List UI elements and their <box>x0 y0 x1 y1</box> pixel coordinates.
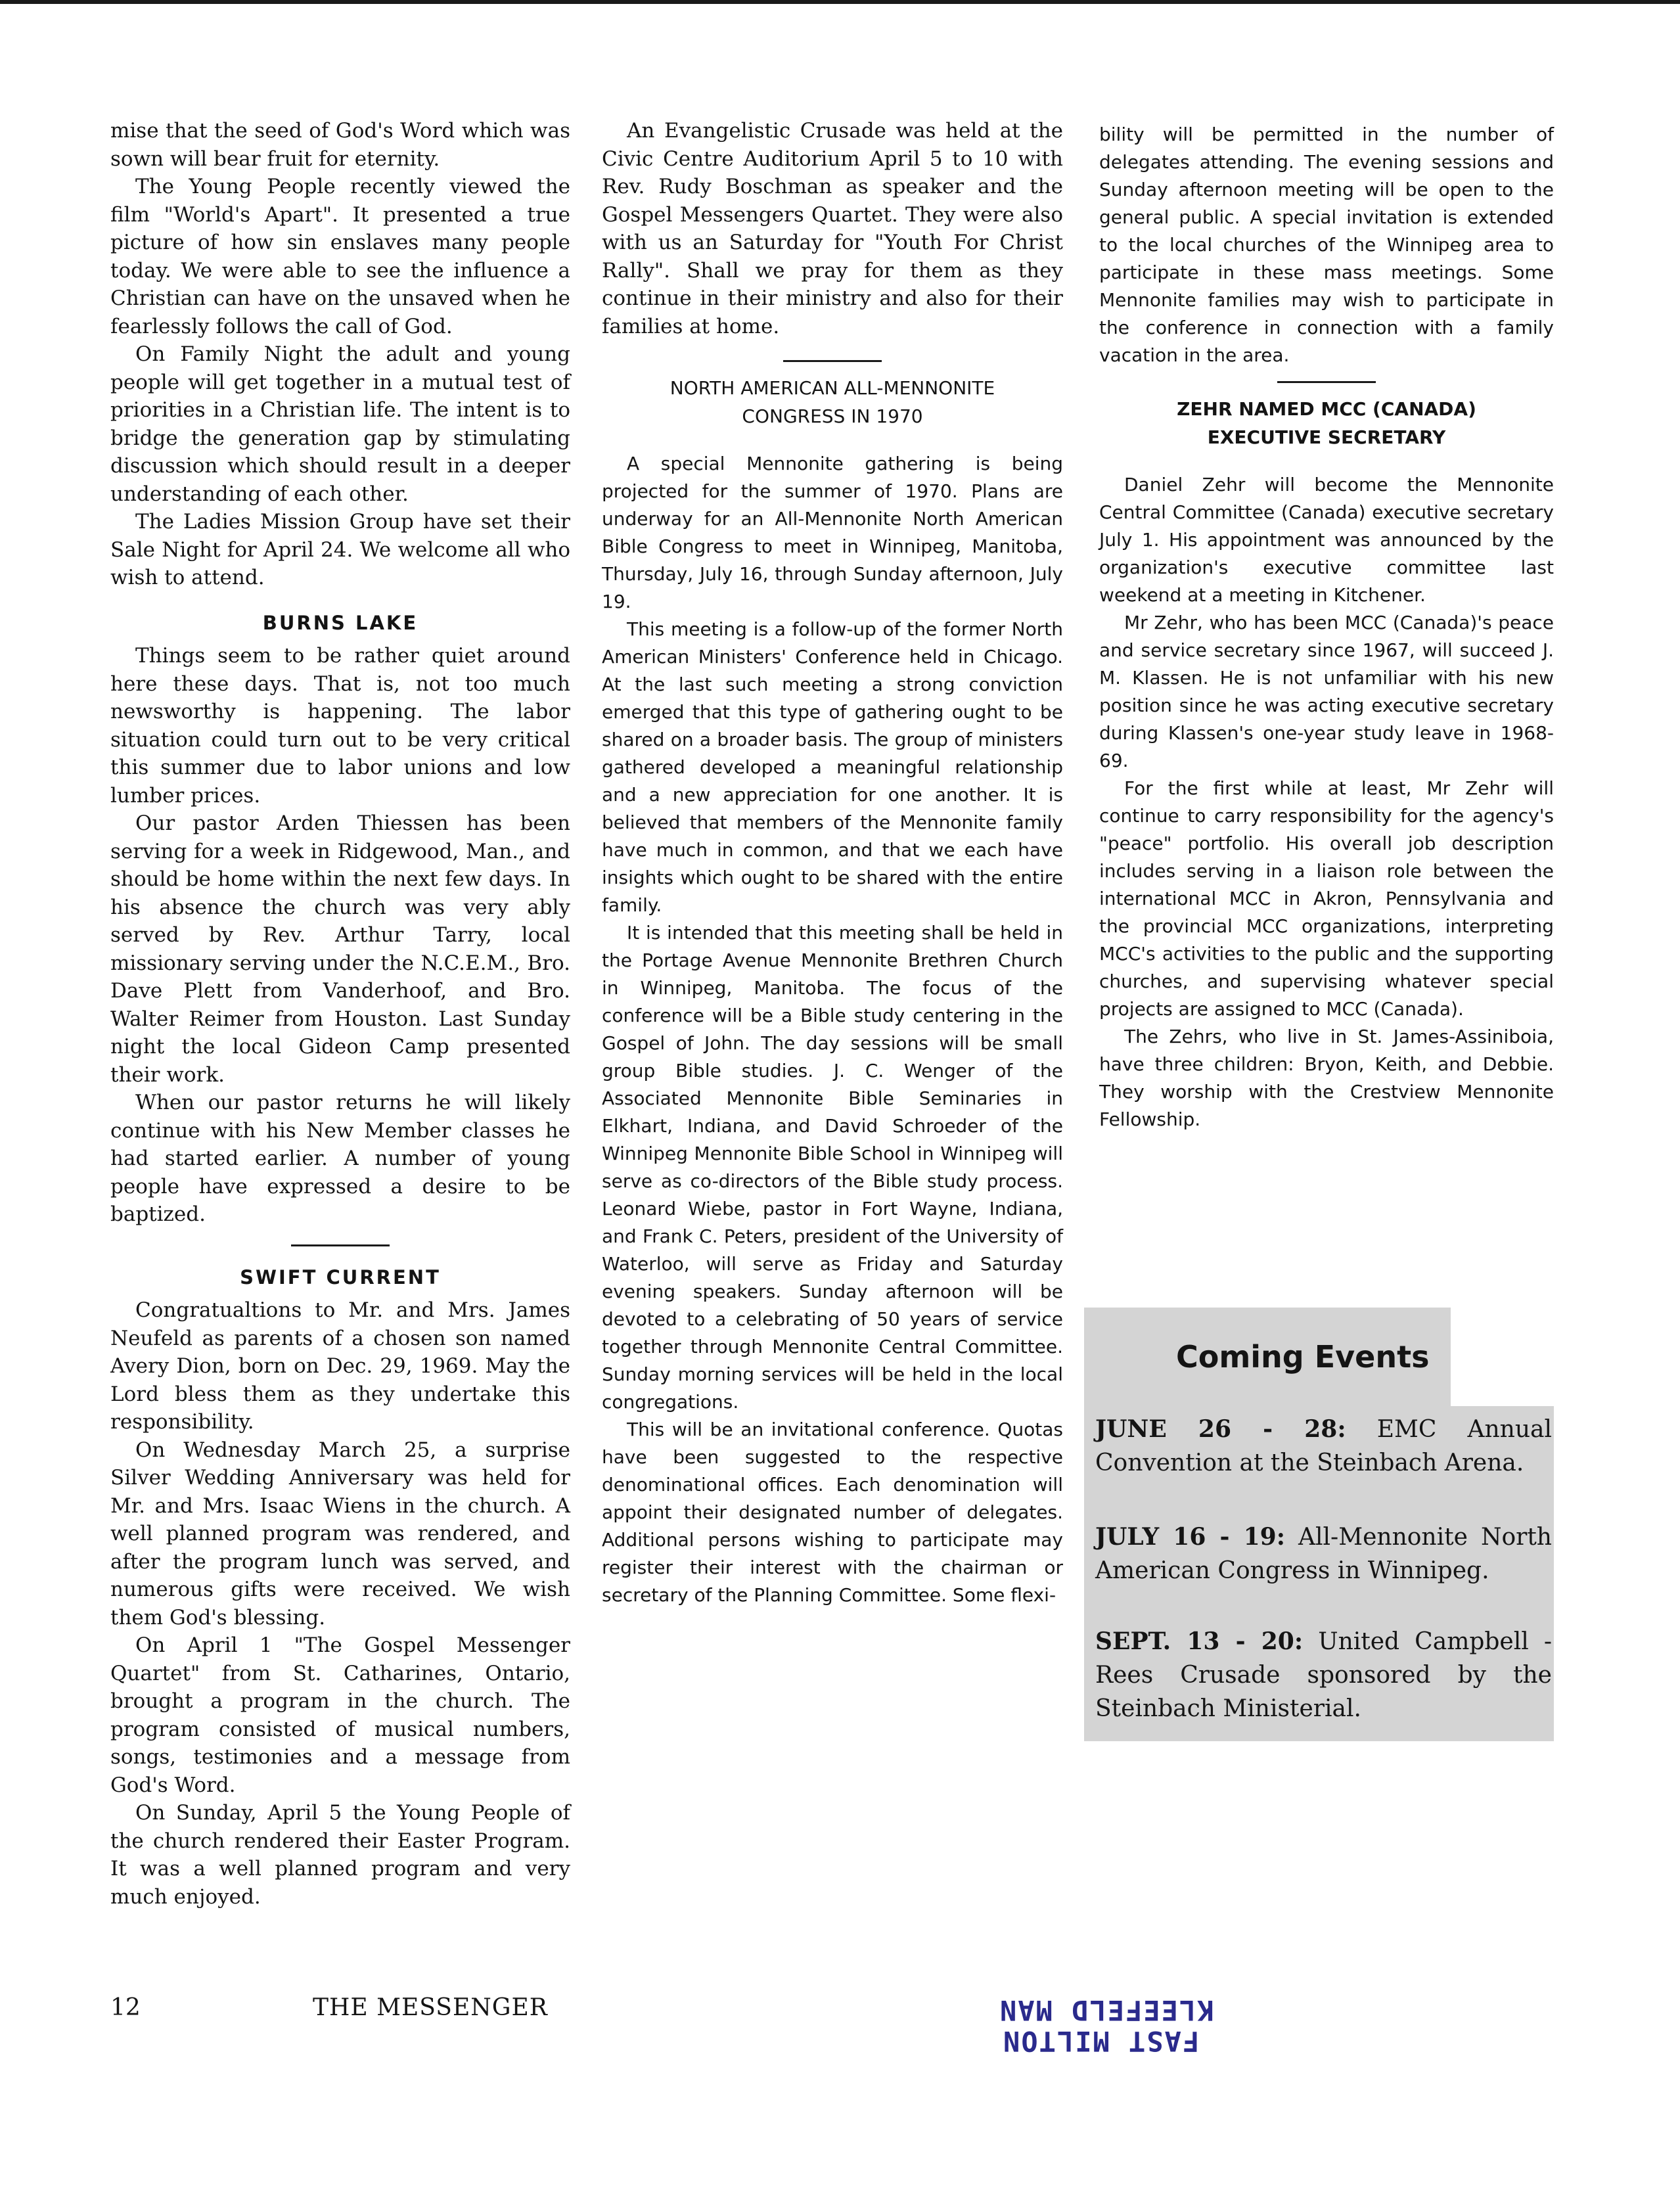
crusade-paragraph: An Evangelistic Crusade was held at the Civic Centre Auditorium April 5 to 10 with Rev. Rudy Boschman as speaker and the Gospel Messengers Quartet. They were also with us an Saturday for "Youth For Christ Rally". Shall we pray for them as they continue in their ministry and also for their families at home. <box>602 119 1063 338</box>
column-3 <box>1099 121 1554 1133</box>
congress-paragraph: It is intended that this meeting shall be held in the Portage Avenue Mennonite Brethren Church in Winnipeg, Manitoba. The focus of the conference will be a Bible study centering in the Gospel of John. The day sessions will be small group Bible studies. J. C. Wenger of the Associated Mennonite Bible Seminaries in Elkhart, Indiana, and David Schroeder of the Winnipeg Mennonite Bible School in Winnipeg will serve as co-directors of the Bible study process. Leonard Wiebe, pastor in Fort Wayne, Indiana, and Frank C. Peters, president of the University of Waterloo, will serve as Friday and Saturday evening speakers. Sunday afternoon will be devoted to a celebrating of 50 years of service together through Mennonite Central Committee. Sunday morning services will be held in the local congregations. <box>602 922 1063 1413</box>
zehr-heading-line-2: EXECUTIVE SECRETARY <box>1207 426 1446 448</box>
section-divider <box>783 360 882 362</box>
event-item <box>1095 1625 1552 1725</box>
event-text: EMC Annual Convention at the Steinbach Arena. <box>1095 1416 1552 1476</box>
congress-heading-line-2: CONGRESS IN 1970 <box>742 405 923 427</box>
event-text: United Campbell - Rees Crusade sponsored by the Steinbach Ministerial. <box>1095 1628 1553 1722</box>
publication-title: THE MESSENGER <box>313 1994 548 2021</box>
event-text: All-Mennonite North American Congress in Winnipeg. <box>1095 1524 1552 1584</box>
event-date: JULY 16 - 19: <box>1095 1523 1285 1551</box>
intro-paragraph: The Young People recently viewed the film "World's Apart". It presented a true picture of how sin enslaves many people today. We were able to see the influence a Christian can have on the unsaved when he fearlessly follows the call of God. <box>110 175 570 338</box>
burns-lake-paragraph: Our pastor Arden Thiessen has been serving for a week in Ridgewood, Man., and should be home within the next few days. In his absence the church was very ably served by Rev. Arthur Tarry, local missionary serving under the N.C.E.M., Bro. Dave Plett from Vanderhoof, and Bro. Walter Reimer from Houston. Last Sunday night the local Gideon Camp presented their work. <box>110 811 570 1087</box>
zehr-paragraph: Mr Zehr, who has been MCC (Canada)'s peace and service secretary since 1967, will succeed J. M. Klassen. He is not unfamiliar with his new position since he was acting executive secretary during Klassen's one-year study leave in 1968-69. <box>1099 612 1554 771</box>
event-item <box>1095 1520 1552 1587</box>
address-stamp-line-1: FAST MILTON <box>1002 2025 1200 2057</box>
section-divider <box>1277 381 1376 383</box>
zehr-heading <box>1099 395 1554 451</box>
congress-continuation: bility will be permitted in the number of delegates attending. The evening sessions and Sunday afternoon meeting will be open to the general public. A special invitation is extended to the local churches of the Winnipeg area to participate in these mass meetings. Some Mennonite families may wish to participate in the conference in connection with a family vacation in the area. <box>1099 124 1554 366</box>
coming-events-title: Coming Events <box>1176 1339 1430 1375</box>
column-1 <box>110 117 570 1911</box>
coming-events-corner <box>1451 1308 1554 1406</box>
event-date: JUNE 26 - 28: <box>1095 1415 1346 1443</box>
swift-current-paragraph: Congratualtions to Mr. and Mrs. James Neufeld as parents of a chosen son named Avery Dion, born on Dec. 29, 1969. May the Lord bless them as they undertake this responsibility. <box>110 1298 570 1434</box>
burns-lake-paragraph: When our pastor returns he will likely continue with his New Member classes he had started earlier. A number of young people have expressed a desire to be baptized. <box>110 1091 570 1226</box>
congress-paragraph: A special Mennonite gathering is being projected for the summer of 1970. Plans are underway for an All-Mennonite North American Bible Congress to meet in Winnipeg, Manitoba, Thursday, July 16, through Sunday afternoon, July 19. <box>602 453 1063 612</box>
congress-paragraph: This meeting is a follow-up of the former North American Ministers' Conference held in Chicago. At the last such meeting a strong conviction emerged that this type of gathering ought to be shared on a broader basis. The group of ministers gathered developed a meaningful relationship and a new appreciation for one another. It is believed that members of the Mennonite family have much in common, and that we each have insights which ought to be shared with the entire family. <box>602 618 1063 916</box>
intro-paragraph: The Ladies Mission Group have set their Sale Night for April 24. We welcome all who wish to attend. <box>110 510 570 589</box>
swift-current-paragraph: On Sunday, April 5 the Young People of the church rendered their Easter Program. It was a well planned program and very much enjoyed. <box>110 1801 570 1909</box>
section-divider <box>291 1244 390 1246</box>
zehr-article <box>1099 471 1554 1133</box>
swift-current-paragraph: On April 1 "The Gospel Messenger Quartet" from St. Catharines, Ontario, brought a program in the church. The program consisted of musical numbers, songs, testimonies and a message from God's Word. <box>110 1633 570 1797</box>
zehr-heading-line-1: ZEHR NAMED MCC (CANADA) <box>1177 398 1476 420</box>
event-item <box>1095 1413 1552 1480</box>
burns-lake-heading: BURNS LAKE <box>262 611 419 634</box>
zehr-paragraph: For the first while at least, Mr Zehr will continue to carry responsibility for the agency's "peace" portfolio. His overall job description includes serving in a liaison role between the international MCC in Akron, Pennsylvania and the provincial MCC organizations, interpreting MCC's activities to the public and the supporting churches, and supervising whatever special projects are assigned to MCC (Canada). <box>1099 777 1554 1020</box>
congress-paragraph: This will be an invitational conference. Quotas have been suggested to the respective denominational offices. Each denomination will appoint their designated number of delegates. Additional persons wishing to participate may register their interest with the chairman or secretary of the Planning Committee. Some flexi- <box>602 1419 1063 1606</box>
address-stamp-line-2: KLEEFELD MAN <box>999 1994 1214 2026</box>
zehr-paragraph: The Zehrs, who live in St. James-Assiniboia, have three children: Bryon, Keith, and Debbie. They worship with the Crestview Mennonite Fellowship. <box>1099 1026 1554 1130</box>
congress-article <box>602 450 1063 1609</box>
burns-lake-paragraph: Things seem to be rather quiet around here these days. That is, not too much newsworthy is happening. The labor situation could turn out to be very critical this summer due to labor unions and low lumber prices. <box>110 644 570 808</box>
event-date: SEPT. 13 - 20: <box>1095 1628 1304 1655</box>
intro-paragraph: On Family Night the adult and young people will get together in a mutual test of priorities in a Christian life. The intent is to bridge the generation gap by stimulating discussion which should result in a deeper understanding of each other. <box>110 342 570 506</box>
intro-paragraph: mise that the seed of God's Word which was sown will bear fruit for eternity. <box>110 119 570 171</box>
congress-heading <box>602 374 1063 430</box>
congress-heading-line-1: NORTH AMERICAN ALL-MENNONITE <box>670 377 995 399</box>
column-2 <box>602 117 1063 1609</box>
swift-current-heading: SWIFT CURRENT <box>240 1265 441 1288</box>
zehr-paragraph: Daniel Zehr will become the Mennonite Central Committee (Canada) executive secretary July 1. His appointment was announced by the organization's executive committee last weekend at a meeting in Kitchener. <box>1099 474 1554 606</box>
swift-current-paragraph: On Wednesday March 25, a surprise Silver Wedding Anniversary was held for Mr. and Mrs. Isaac Wiens in the church. A well planned program was rendered, and after the program lunch was served, and numerous gifts were received. We wish them God's blessing. <box>110 1438 570 1630</box>
page-number: 12 <box>110 1994 141 2021</box>
